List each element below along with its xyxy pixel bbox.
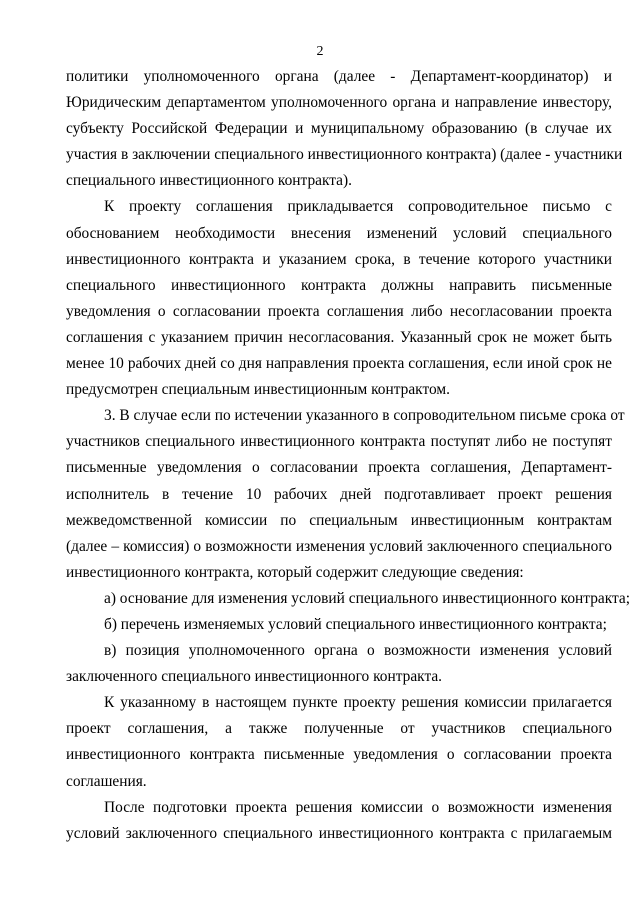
paragraph-p7 <box>66 690 612 794</box>
text-line: а) основание для изменения условий специального инвестиционного контракта; <box>104 589 631 607</box>
text-line: инвестиционного контракта письменные уведомления о согласовании проекта <box>66 746 612 764</box>
page-number: 2 <box>316 44 324 59</box>
paragraph-p4 <box>66 586 631 612</box>
text-line: инвестиционного контракта и указанием срока, в течение которого участники <box>66 250 612 268</box>
text-line: К указанному в настоящем пункте проекту решения комиссии прилагается <box>104 694 612 712</box>
text-line: предусмотрен специальным инвестиционным контрактом. <box>66 381 450 399</box>
text-line: субъекту Российской Федерации и муниципальному образованию (в случае их <box>66 120 612 138</box>
text-line: инвестиционного контракта, который содержит следующие сведения: <box>66 563 524 581</box>
text-line: межведомственной комиссии по специальным инвестиционным контрактам <box>66 511 612 529</box>
text-line: обоснованием необходимости внесения изменений условий специального <box>66 224 612 242</box>
text-line: К проекту соглашения прикладывается сопроводительное письмо с <box>104 198 612 216</box>
paragraph-p2 <box>66 194 612 403</box>
text-line: участников специального инвестиционного контракта поступят либо не поступят <box>66 433 612 451</box>
text-line: исполнитель в течение 10 рабочих дней подготавливает проект решения <box>66 485 612 503</box>
text-line: специального инвестиционного контракта). <box>66 172 352 190</box>
paragraph-p6 <box>66 638 612 690</box>
text-line: письменные уведомления о согласовании проекта соглашения, Департамент- <box>66 459 612 477</box>
text-line: соглашения с указанием причин несогласования. Указанный срок не может быть <box>66 328 612 346</box>
text-line: в) позиция уполномоченного органа о возможности изменения условий <box>104 642 612 660</box>
text-line: специального инвестиционного контракта должны направить письменные <box>66 276 612 294</box>
text-line: участия в заключении специального инвестиционного контракта) (далее - участники <box>66 146 623 164</box>
paragraph-p3 <box>66 403 625 586</box>
text-line: проект соглашения, а также полученные от участников специального <box>66 720 612 738</box>
text-line: б) перечень изменяемых условий специального инвестиционного контракта; <box>104 615 607 633</box>
text-line: менее 10 рабочих дней со дня направления проекта соглашения, если иной срок не <box>66 355 612 373</box>
text-line: соглашения. <box>66 772 147 790</box>
paragraph-p1 <box>66 64 623 194</box>
paragraph-p8 <box>66 795 612 847</box>
text-line: Юридическим департаментом уполномоченного органа и направление инвестору, <box>66 94 612 112</box>
text-line: заключенного специального инвестиционного контракта. <box>66 668 443 686</box>
text-line: 3. В случае если по истечении указанного в сопроводительном письме срока от <box>104 407 625 425</box>
text-line: После подготовки проекта решения комиссии о возможности изменения <box>104 798 612 816</box>
text-line: уведомления о согласовании проекта соглашения либо несогласовании проекта <box>66 302 612 320</box>
text-line: политики уполномоченного органа (далее - Департамент-координатор) и <box>66 68 612 85</box>
text-line: условий заключенного специального инвестиционного контракта с прилагаемым <box>66 824 612 842</box>
document-body <box>66 64 631 847</box>
text-line: (далее – комиссия) о возможности изменения условий заключенного специального <box>66 537 612 555</box>
paragraph-p5 <box>66 612 612 638</box>
